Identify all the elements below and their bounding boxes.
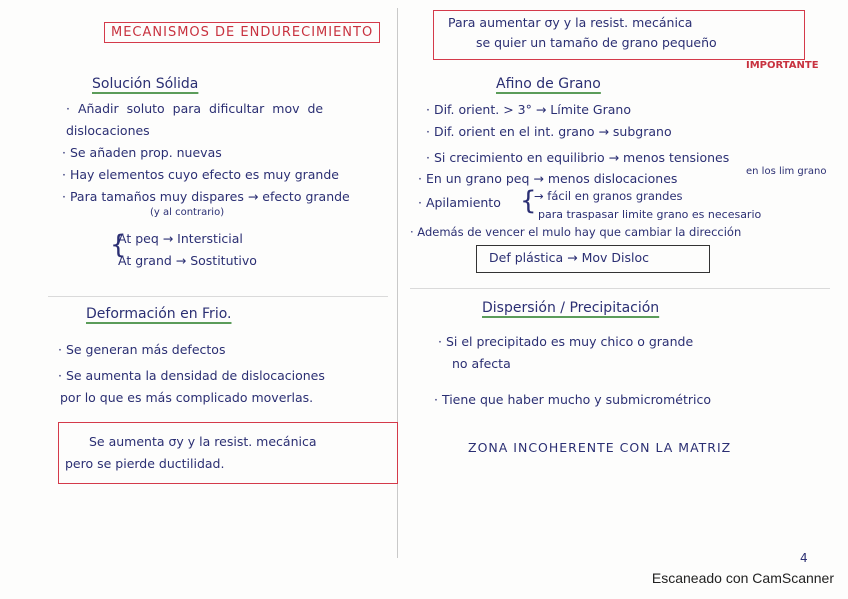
page-number: 4 <box>800 551 808 565</box>
grain-box-line-1: Para aumentar σy y la resist. mecánica <box>448 15 693 30</box>
deformacion-box-line-2: pero se pierde ductilidad. <box>65 456 225 471</box>
grain-box-line-2: se quier un tamaño de grano pequeño <box>476 35 717 50</box>
solucion-bracket-bottom: At grand → Sostitutivo <box>118 253 257 268</box>
solucion-line-6: (y al contrario) <box>150 207 225 218</box>
solucion-line-3: · Se añaden prop. nuevas <box>62 145 222 160</box>
afino-line-8: para traspasar limite grano es necesario <box>538 208 762 221</box>
importante-label: IMPORTANTE <box>746 60 819 71</box>
title-box <box>104 22 380 43</box>
solucion-line-2: dislocaciones <box>66 123 150 138</box>
brace-glyph: { <box>110 230 127 260</box>
afino-line-2: · Dif. orient en el int. grano → subgrano <box>426 124 672 139</box>
dispersion-line-1: · Si el precipitado es muy chico o grande <box>438 334 694 349</box>
right-section-divider <box>410 288 830 289</box>
zona-incoherente: ZONA INCOHERENTE CON LA MATRIZ <box>468 440 732 455</box>
deformacion-heading: Deformación en Frio. <box>86 306 232 322</box>
dispersion-heading: Dispersión / Precipitación <box>482 300 660 316</box>
afino-line-9: · Además de vencer el mulo hay que cambiar la dirección <box>410 225 742 239</box>
def-plastica-box <box>476 245 710 273</box>
deformacion-line-1: · Se generan más defectos <box>58 342 226 357</box>
deformacion-line-3: por lo que es más complicado moverlas. <box>60 390 314 405</box>
solucion-line-4: · Hay elementos cuyo efecto es muy grande <box>62 167 339 182</box>
left-section-divider <box>48 296 388 297</box>
solucion-bracket-top: At peq → Intersticial <box>118 231 243 246</box>
afino-line-4: en los lim grano <box>746 166 827 177</box>
solucion-line-5: · Para tamaños muy dispares → efecto grande <box>62 189 350 204</box>
camscanner-footer: Escaneado con CamScanner <box>651 570 834 586</box>
afino-heading: Afino de Grano <box>496 76 601 92</box>
solucion-line-1: · Añadir soluto para dificultar mov de <box>66 101 324 116</box>
afino-line-5: · En un grano peq → menos dislocaciones <box>418 171 678 186</box>
deformacion-summary-box <box>58 422 398 484</box>
dispersion-line-3: · Tiene que haber mucho y submicrométrico <box>434 392 711 407</box>
afino-brace-glyph: { <box>520 186 537 216</box>
page-title: MECANISMOS DE ENDURECIMIENTO <box>111 25 374 40</box>
afino-line-6: · Apilamiento <box>418 195 501 210</box>
deformacion-line-2: · Se aumenta la densidad de dislocaciones <box>58 368 325 383</box>
afino-line-3: · Si crecimiento en equilibrio → menos tensiones <box>426 150 730 165</box>
grain-size-box <box>433 10 805 60</box>
afino-line-7: → fácil en granos grandes <box>534 189 683 203</box>
dispersion-line-2: no afecta <box>452 356 511 371</box>
solucion-heading: Solución Sólida <box>92 76 199 92</box>
def-plastica-text: Def plástica → Mov Disloc <box>489 250 650 265</box>
deformacion-box-line-1: Se aumenta σy y la resist. mecánica <box>89 434 317 449</box>
afino-line-1: · Dif. orient. > 3° → Límite Grano <box>426 102 631 117</box>
